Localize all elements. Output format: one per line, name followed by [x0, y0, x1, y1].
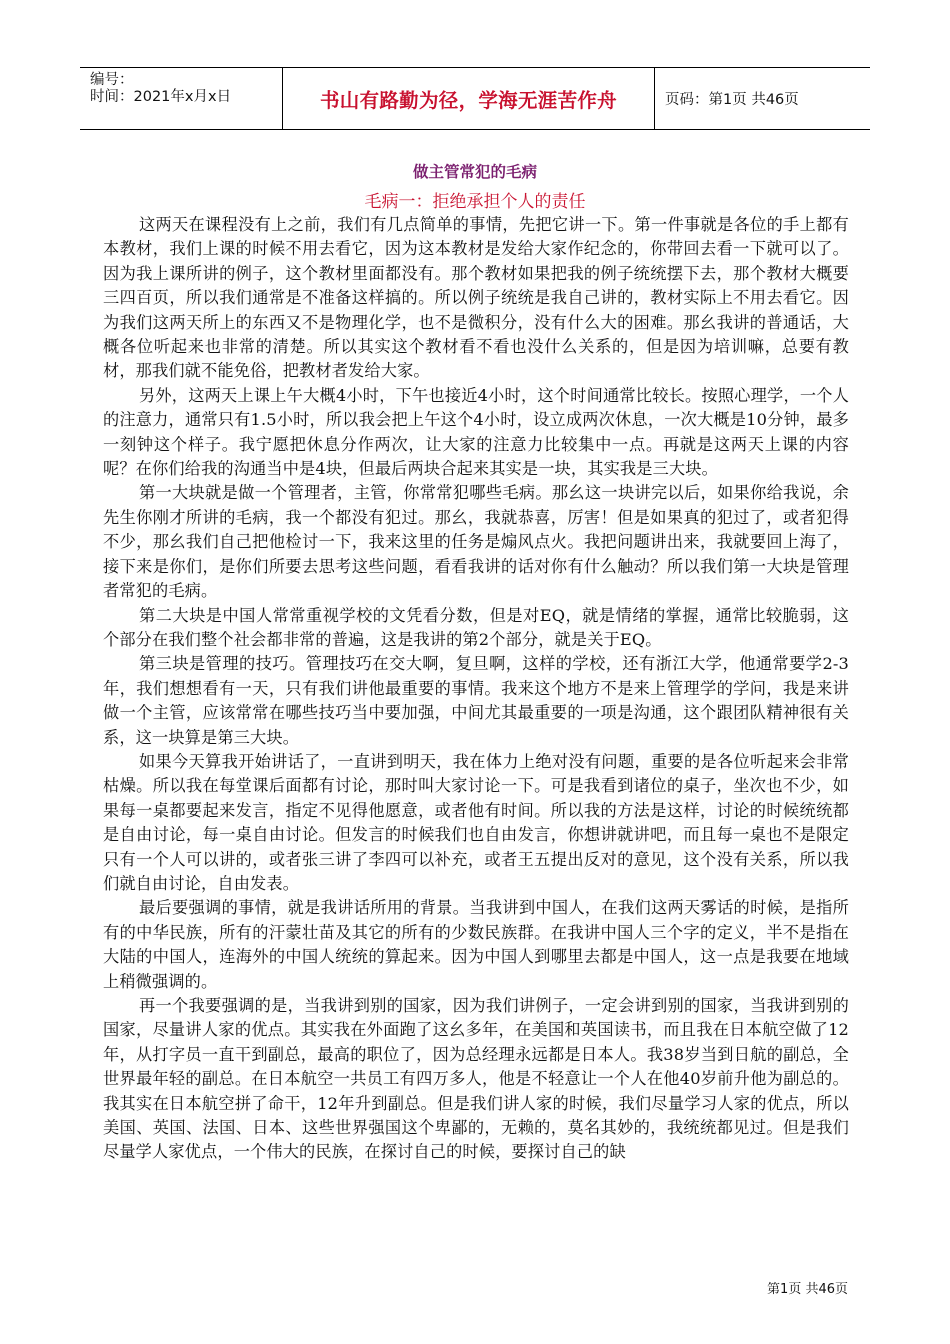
header-motto: 书山有路勤为径，学海无涯苦作舟	[319, 88, 617, 112]
page-footer: 第1页 共46页	[767, 1282, 848, 1297]
section-subtitle: 毛病一：拒绝承担个人的责任	[364, 192, 586, 212]
body-text	[103, 213, 849, 1165]
page-header	[80, 67, 870, 130]
document-title: 做主管常犯的毛病	[412, 163, 537, 181]
paragraph: 再一个我要强调的是，当我讲到别的国家，因为我们讲例子，一定会讲到别的国家，当我讲到别的国家，尽量讲人家的优点。其实我在外面跑了这幺多年，在美国和英国读书，而且我在日本航空做了12年，从打字员一直干到副总，最高的职位了，因为总经理永远都是日本人。我38岁当到日航的副总，全世界最年轻的副总。在日本航空一共员工有四万多人，他是不轻意让一个人在他40岁前升他为副总的。我其实在日本航空拼了命干，12年升到副总。但是我们讲人家的时候，我们尽量学习人家的优点，所以美国、英国、法国、日本、这些世界强国这个卑鄙的，无赖的，莫名其妙的，我统统都见过。但是我们尽量学人家优点，一个伟大的民族，在探讨自己的时候，要探讨自己的缺	[103, 996, 849, 1162]
header-page-info-cell	[655, 68, 870, 129]
time-label: 时间：2021年x月x日	[90, 89, 232, 105]
paragraph: 第一大块就是做一个管理者，主管，你常常犯哪些毛病。那幺这一块讲完以后，如果你给我说，余先生你刚才所讲的毛病，我一个都没有犯过。那幺，我就恭喜，厉害！但是如果真的犯过了，或者犯得不少，那幺我们自己把他检讨一下，我来这里的任务是煽风点火。我把问题讲出来，我就要回上海了，接下来是你们，是你们所要去思考这些问题，看看我讲的话对你有什么触动？所以我们第一大块是管理者常犯的毛病。	[103, 483, 849, 601]
paragraph: 第二大块是中国人常常重视学校的文凭看分数，但是对EQ，就是情绪的掌握，通常比较脆弱，这个部分在我们整个社会都非常的普遍，这是我讲的第2个部分，就是关于EQ。	[103, 605, 849, 649]
paragraph: 如果今天算我开始讲话了，一直讲到明天，我在体力上绝对没有问题，重要的是各位听起来会非常枯燥。所以我在每堂课后面都有讨论，那时叫大家讨论一下。可是我看到诸位的桌子，坐次也不少，如果每一桌都要起来发言，指定不见得他愿意，或者他有时间。所以我的方法是这样，讨论的时候统统都是自由讨论，每一桌自由讨论。但发言的时候我们也自由发言，你想讲就讲吧，而且每一桌也不是限定只有一个人可以讲的，或者张三讲了李四可以补充，或者王五提出反对的意见，这个没有关系，所以我们就自由讨论，自由发表。	[103, 751, 849, 893]
paragraph: 另外，这两天上课上午大概4小时，下午也接近4小时，这个时间通常比较长。按照心理学，一个人的注意力，通常只有1.5小时，所以我会把上午这个4小时，设立成两次休息，一次大概是10分钟，最多一刻钟这个样子。我宁愿把休息分作两次，让大家的注意力比较集中一点。再就是这两天上课的内容呢？在你们给我的沟通当中是4块，但最后两块合起来其实是一块，其实我是三大块。	[103, 385, 849, 479]
number-label: 编号：	[90, 72, 134, 88]
paragraph: 第三块是管理的技巧。管理技巧在交大啊，复旦啊，这样的学校，还有浙江大学，他通常要学2-3年，我们想想看有一天，只有我们讲他最重要的事情。我来这个地方不是来上管理学的学问，我是来讲做一个主管，应该常常在哪些技巧当中要加强，中间尤其最重要的一项是沟通，这个跟团队精神很有关系，这一块算是第三大块。	[103, 654, 849, 747]
paragraph: 这两天在课程没有上之前，我们有几点简单的事情，先把它讲一下。第一件事就是各位的手上都有本教材，我们上课的时候不用去看它，因为这本教材是发给大家作纪念的，你带回去看一下就可以了。因为我上课所讲的例子，这个教材里面都没有。那个教材如果把我的例子统统摆下去，那个教材大概要三四百页，所以我们通常是不准备这样搞的。所以例子统统是我自己讲的，教材实际上不用去看它。因为我们这两天所上的东西又不是物理化学，也不是微积分，没有什么大的困难。那幺我讲的普通话，大概各位听起来也非常的清楚。所以其实这个教材看不看也没什么关系的，但是因为培训嘛，总要有教材，那我们就不能免俗，把教材者发给大家。	[103, 215, 849, 381]
header-motto-cell	[282, 68, 655, 129]
paragraph: 最后要强调的事情，就是我讲话所用的背景。当我讲到中国人，在我们这两天雾话的时候，是指所有的中华民族，所有的汗蒙壮苗及其它的所有的少数民族群。在我讲中国人三个字的定义，半不是指在大陆的中国人，连海外的中国人统统的算起来。因为中国人到哪里去都是中国人，这一点是我要在地域上稍微强调的。	[103, 898, 849, 991]
header-meta	[80, 68, 282, 129]
header-page-info: 页码：第1页 共46页	[665, 92, 799, 108]
